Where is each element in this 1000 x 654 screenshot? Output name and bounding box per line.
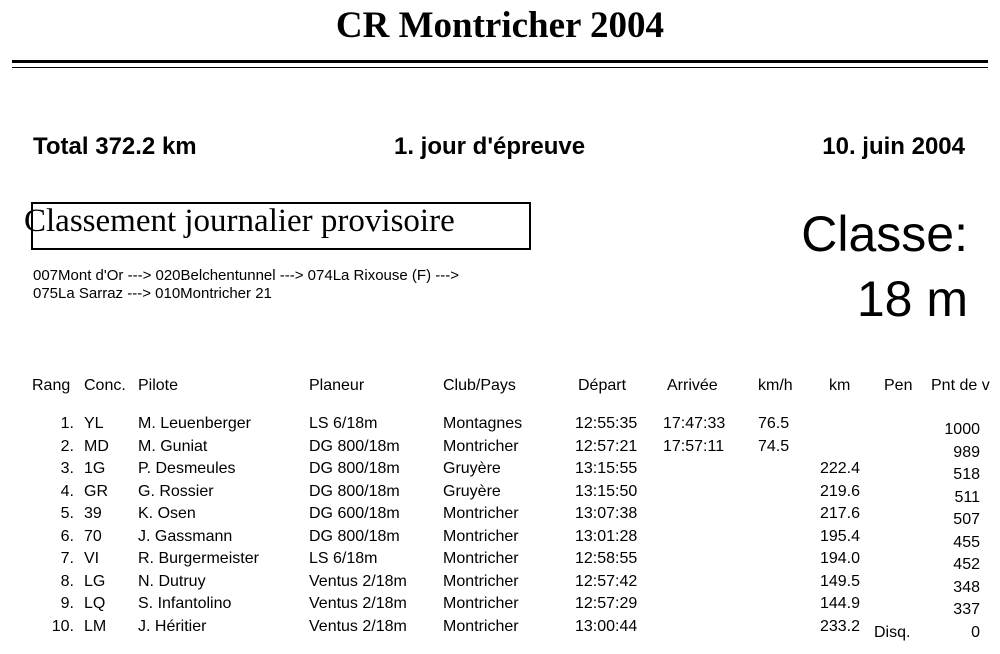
cell-conc: LQ <box>84 595 106 612</box>
cell-rang: 3. <box>60 460 74 477</box>
cell-kmh: 74.5 <box>758 437 790 455</box>
results-table-header <box>0 376 1000 398</box>
cell-km: 233.2 <box>819 617 860 635</box>
table-row <box>0 504 1000 526</box>
cell-points: 507 <box>953 511 980 528</box>
table-row <box>0 459 1000 481</box>
cell-club: Montricher <box>443 595 519 612</box>
cell-depart: 12:57:29 <box>575 595 638 612</box>
cell-club: Montricher <box>443 505 519 522</box>
cell-points: 0 <box>971 623 980 641</box>
cell-pilote: G. Rossier <box>138 482 214 500</box>
cell-pilote: M. Guniat <box>138 437 208 455</box>
cell-arrivee: 17:57:11 <box>663 437 725 455</box>
route-line-2: 075La Sarraz ---> 010Montricher 21 <box>33 285 272 302</box>
header-points: Pnt de v <box>931 377 990 394</box>
cell-rang: 8. <box>60 572 74 590</box>
cell-rang: 4. <box>60 482 74 500</box>
cell-conc: YL <box>84 415 104 432</box>
cell-rang: 9. <box>60 595 74 612</box>
cell-club: Montagnes <box>443 415 523 432</box>
cell-club: Montricher <box>443 572 519 590</box>
cell-km: 219.6 <box>819 482 860 500</box>
cell-conc: LM <box>84 617 107 635</box>
cell-depart: 13:01:28 <box>575 527 638 545</box>
cell-points: 452 <box>953 556 980 573</box>
table-row <box>0 482 1000 504</box>
cell-planeur: DG 800/18m <box>309 527 400 545</box>
cell-pilote: J. Héritier <box>138 617 207 635</box>
cell-club: Montricher <box>443 437 519 455</box>
header-kmh: km/h <box>758 377 793 394</box>
cell-club: Gruyère <box>443 460 501 477</box>
cell-pilote: N. Dutruy <box>138 572 206 590</box>
table-row <box>0 527 1000 549</box>
cell-planeur: DG 800/18m <box>309 437 400 455</box>
title-rule-thick <box>12 60 988 63</box>
cell-arrivee: 17:47:33 <box>663 415 726 432</box>
cell-points: 518 <box>953 466 980 483</box>
cell-pilote: P. Desmeules <box>138 460 236 477</box>
cell-points: 511 <box>954 488 980 506</box>
cell-kmh: 76.5 <box>758 415 790 432</box>
cell-planeur: LS 6/18m <box>309 550 378 567</box>
cell-depart: 12:58:55 <box>575 550 638 567</box>
cell-planeur: LS 6/18m <box>309 415 378 432</box>
header-rang: Rang <box>32 377 71 394</box>
cell-conc: 70 <box>84 527 102 545</box>
header-depart: Départ <box>578 377 627 394</box>
cell-club: Gruyère <box>443 482 501 500</box>
header-planeur: Planeur <box>309 377 365 394</box>
route-line-1: 007Mont d'Or ---> 020Belchentunnel ---> 074La Rixouse (F) ---> <box>33 267 459 284</box>
cell-rang: 7. <box>60 550 74 567</box>
header-arrivee: Arrivée <box>667 377 718 394</box>
cell-conc: VI <box>84 550 100 567</box>
cell-pilote: S. Infantolino <box>138 595 232 612</box>
table-row <box>0 617 1000 639</box>
cell-depart: 12:55:35 <box>575 415 638 432</box>
cell-planeur: DG 800/18m <box>309 460 400 477</box>
cell-points: 348 <box>953 578 980 596</box>
title-rule-thin <box>12 67 988 68</box>
table-row <box>0 572 1000 594</box>
cell-rang: 1. <box>60 415 74 432</box>
cell-depart: 13:15:55 <box>575 460 638 477</box>
cell-planeur: Ventus 2/18m <box>309 617 407 635</box>
cell-conc: 39 <box>84 505 102 522</box>
cell-conc: GR <box>84 482 108 500</box>
cell-points: 455 <box>953 533 980 551</box>
cell-planeur: Ventus 2/18m <box>309 572 407 590</box>
cell-pilote: M. Leuenberger <box>138 415 251 432</box>
cell-km: 195.4 <box>819 527 860 545</box>
table-row <box>0 594 1000 616</box>
competition-day: 1. jour d'épreuve <box>394 133 586 160</box>
document-title: CR Montricher 2004 <box>335 5 665 46</box>
header-club: Club/Pays <box>443 377 516 394</box>
cell-rang: 5. <box>60 505 74 522</box>
cell-planeur: DG 800/18m <box>309 482 400 500</box>
cell-conc: 1G <box>84 460 106 477</box>
cell-pilote: J. Gassmann <box>138 527 233 545</box>
competition-date: 10. juin 2004 <box>822 133 965 160</box>
cell-km: 194.0 <box>819 550 860 567</box>
cell-conc: LG <box>84 572 106 590</box>
cell-km: 149.5 <box>819 572 860 590</box>
classe-value: 18 m <box>856 271 968 327</box>
cell-depart: 12:57:21 <box>575 437 638 455</box>
cell-planeur: Ventus 2/18m <box>309 595 407 612</box>
cell-club: Montricher <box>443 550 519 567</box>
table-row <box>0 549 1000 571</box>
cell-pilote: K. Osen <box>138 505 196 522</box>
cell-km: 217.6 <box>819 505 860 522</box>
classement-heading: Classement journalier provisoire <box>24 203 455 239</box>
cell-rang: 10. <box>51 617 74 635</box>
cell-rang: 2. <box>60 437 74 455</box>
header-conc: Conc. <box>84 377 126 394</box>
header-km: km <box>829 377 851 394</box>
cell-planeur: DG 600/18m <box>309 505 400 522</box>
classe-label: Classe: <box>801 206 968 262</box>
table-row <box>0 437 1000 459</box>
cell-points: 989 <box>953 443 980 461</box>
cell-conc: MD <box>84 437 109 455</box>
cell-km: 222.4 <box>819 460 860 477</box>
cell-points: 1000 <box>944 421 980 438</box>
cell-km: 144.9 <box>819 595 860 612</box>
header-pilote: Pilote <box>138 377 179 394</box>
cell-pen: Disq. <box>874 623 911 641</box>
cell-club: Montricher <box>443 527 519 545</box>
header-pen: Pen <box>884 377 913 394</box>
total-distance: Total 372.2 km <box>33 133 197 160</box>
table-row <box>0 414 1000 436</box>
cell-points: 337 <box>953 601 980 618</box>
cell-pilote: R. Burgermeister <box>138 550 259 567</box>
cell-depart: 13:15:50 <box>575 482 638 500</box>
cell-depart: 13:00:44 <box>575 617 638 635</box>
cell-depart: 13:07:38 <box>575 505 638 522</box>
cell-depart: 12:57:42 <box>575 572 638 590</box>
cell-rang: 6. <box>60 527 74 545</box>
cell-club: Montricher <box>443 617 519 635</box>
